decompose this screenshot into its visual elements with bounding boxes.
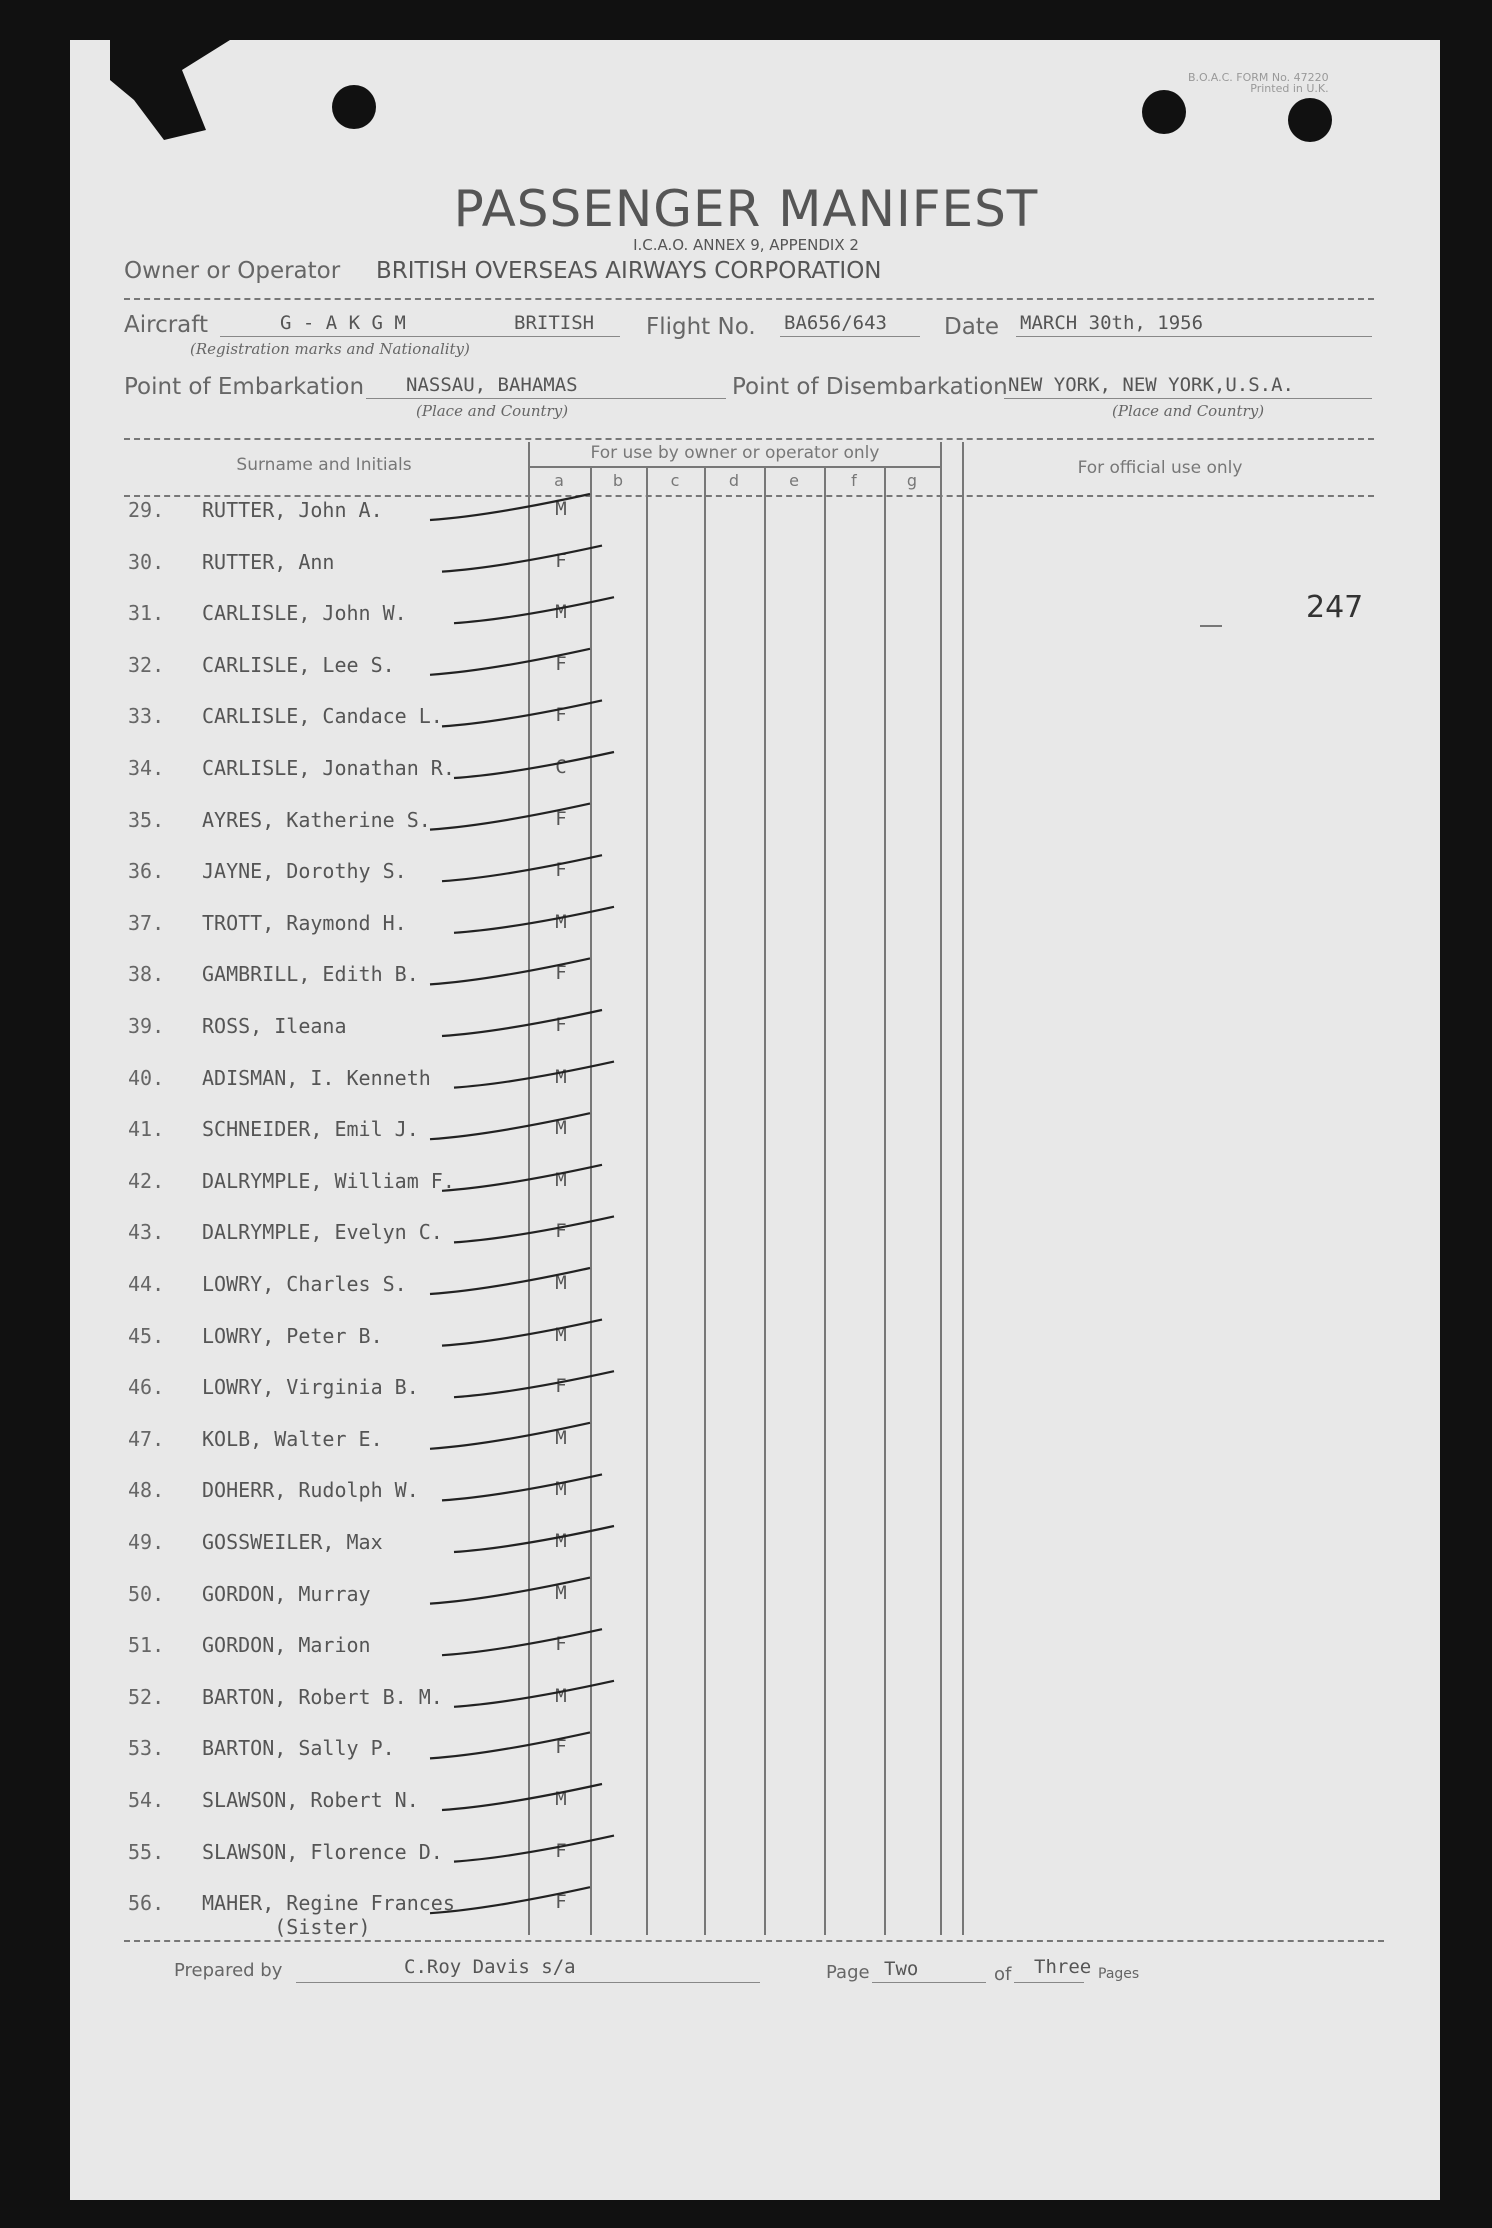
passenger-name: MAHER, Regine Frances (Sister) xyxy=(202,1891,455,1940)
embark-value: NASSAU, BAHAMAS xyxy=(406,374,578,396)
row-number: 36. xyxy=(128,859,165,884)
passenger-name: GORDON, Marion xyxy=(202,1633,371,1658)
total-pages-value: Three xyxy=(1034,1956,1092,1978)
checkmark-stroke xyxy=(454,1216,614,1242)
passenger-name: DALRYMPLE, Evelyn C. xyxy=(202,1220,443,1245)
checkmark-stroke xyxy=(442,1165,602,1191)
column-letter-b: b xyxy=(612,471,624,490)
row-number: 41. xyxy=(128,1117,165,1142)
row-number: 29. xyxy=(128,498,165,522)
passenger-sex: M xyxy=(555,910,567,933)
row-number: 51. xyxy=(128,1633,165,1658)
passenger-sex: F xyxy=(555,807,567,830)
passenger-sex: M xyxy=(555,1581,567,1604)
aircraft-label: Aircraft xyxy=(124,312,208,338)
passenger-sex: M xyxy=(555,1684,567,1707)
passenger-sex: F xyxy=(555,652,567,675)
column-letter-c: c xyxy=(670,471,680,490)
checkmark-stroke xyxy=(442,855,602,881)
passenger-name: SLAWSON, Robert N. xyxy=(202,1788,419,1812)
passenger-name: CARLISLE, Lee S. xyxy=(202,652,395,677)
owner-label: Owner or Operator xyxy=(124,258,341,284)
pages-label: Pages xyxy=(1098,1966,1140,1982)
row-number: 53. xyxy=(128,1736,165,1761)
checkmark-stroke xyxy=(430,649,590,675)
official-number: 247 xyxy=(1306,590,1364,625)
passenger-sex: M xyxy=(555,1788,567,1810)
date-value: MARCH 30th, 1956 xyxy=(1020,312,1204,334)
checkmark-stroke xyxy=(454,1526,614,1552)
passenger-sex: F xyxy=(555,1220,567,1243)
passenger-name: GAMBRILL, Edith B. xyxy=(202,962,419,987)
checkmark-stroke xyxy=(454,907,614,933)
row-number: 33. xyxy=(128,704,165,729)
passenger-sex: F xyxy=(555,1014,567,1036)
passenger-name: GORDON, Murray xyxy=(202,1581,371,1606)
row-number: 56. xyxy=(128,1891,165,1916)
passenger-name: SCHNEIDER, Emil J. xyxy=(202,1117,419,1142)
row-number: 35. xyxy=(128,807,165,832)
disembark-label: Point of Disembarkation xyxy=(732,374,1008,400)
passenger-name: GOSSWEILER, Max xyxy=(202,1530,383,1554)
passenger-sex: M xyxy=(555,1168,567,1191)
checkmark-stroke xyxy=(430,804,590,830)
checkmark-stroke xyxy=(454,752,614,778)
row-number: 54. xyxy=(128,1788,165,1812)
passenger-sex: C xyxy=(555,756,567,778)
checkmark-stroke xyxy=(430,1732,590,1758)
prepared-label: Prepared by xyxy=(174,1960,283,1981)
checkmark-stroke xyxy=(430,1887,590,1913)
passenger-sex: F xyxy=(555,859,567,882)
passenger-name: LOWRY, Peter B. xyxy=(202,1323,383,1348)
passenger-name: SLAWSON, Florence D. xyxy=(202,1839,443,1864)
checkmark-stroke xyxy=(430,958,590,984)
passenger-name: BARTON, Sally P. xyxy=(202,1736,395,1761)
passenger-name: KOLB, Walter E. xyxy=(202,1426,383,1451)
passenger-sex: F xyxy=(555,1375,567,1398)
surname-header: Surname and Initials xyxy=(236,455,412,475)
disembark-caption: (Place and Country) xyxy=(1112,402,1265,420)
prepared-value: C.Roy Davis s/a xyxy=(404,1956,576,1978)
aircraft-nationality: BRITISH xyxy=(514,312,595,334)
row-number: 50. xyxy=(128,1581,165,1606)
owner-value: BRITISH OVERSEAS AIRWAYS CORPORATION xyxy=(376,258,882,284)
passenger-name: RUTTER, John A. xyxy=(202,498,383,522)
flight-label: Flight No. xyxy=(646,314,756,340)
of-label: of xyxy=(994,1964,1012,1985)
row-number: 40. xyxy=(128,1065,165,1090)
checkmark-stroke xyxy=(430,1578,590,1604)
date-label: Date xyxy=(944,314,999,340)
passenger-name: DOHERR, Rudolph W. xyxy=(202,1478,419,1503)
checkmark-stroke xyxy=(430,494,590,520)
checkmark-stroke xyxy=(442,1010,602,1036)
checkmark-stroke xyxy=(430,1113,590,1139)
passenger-sex: M xyxy=(555,1426,567,1449)
row-number: 45. xyxy=(128,1323,165,1348)
checkmark-stroke xyxy=(454,1681,614,1707)
embark-caption: (Place and Country) xyxy=(416,402,569,420)
row-number: 55. xyxy=(128,1839,165,1864)
row-number: 38. xyxy=(128,962,165,987)
checkmark-stroke xyxy=(454,597,614,623)
column-letter-a: a xyxy=(554,471,564,490)
embark-label: Point of Embarkation xyxy=(124,374,365,400)
column-letter-f: f xyxy=(851,471,857,490)
row-number: 30. xyxy=(128,549,165,574)
passenger-sex: M xyxy=(555,1272,567,1294)
flight-number: BA656/643 xyxy=(784,312,887,334)
page-value: Two xyxy=(884,1958,919,1980)
checkmark-stroke xyxy=(442,1629,602,1655)
checkmark-stroke xyxy=(454,1062,614,1088)
row-number: 49. xyxy=(128,1530,165,1554)
passenger-sex: M xyxy=(555,498,567,520)
passenger-sex: F xyxy=(555,549,567,572)
checkmark-stroke xyxy=(442,1474,602,1500)
passenger-name: RUTTER, Ann xyxy=(202,549,335,574)
column-letter-e: e xyxy=(789,471,799,490)
official-header: For official use only xyxy=(1077,458,1243,478)
row-number: 34. xyxy=(128,756,165,780)
row-number: 47. xyxy=(128,1426,165,1451)
operator-header: For use by owner or operator only xyxy=(590,443,880,463)
row-number: 43. xyxy=(128,1220,165,1245)
passenger-name: JAYNE, Dorothy S. xyxy=(202,859,407,884)
passenger-sex: M xyxy=(555,1117,567,1140)
row-number: 39. xyxy=(128,1014,165,1038)
passenger-name: TROTT, Raymond H. xyxy=(202,910,407,935)
row-number: 32. xyxy=(128,652,165,677)
checkmark-stroke xyxy=(442,546,602,572)
form-number: B.O.A.C. FORM No. 47220 Printed in U.K. xyxy=(1188,71,1329,95)
row-number: 37. xyxy=(128,910,165,935)
passenger-name: DALRYMPLE, William F. xyxy=(202,1168,455,1193)
page-subtitle: I.C.A.O. ANNEX 9, APPENDIX 2 xyxy=(633,236,859,254)
checkmark-stroke xyxy=(442,700,602,726)
passenger-sex: F xyxy=(555,1891,567,1914)
passenger-sex: F xyxy=(555,1736,567,1759)
row-number: 48. xyxy=(128,1478,165,1503)
column-letter-d: d xyxy=(728,471,740,490)
passenger-name: AYRES, Katherine S. xyxy=(202,807,431,832)
page-title: PASSENGER MANIFEST xyxy=(453,180,1039,238)
row-number: 52. xyxy=(128,1684,165,1709)
passenger-sex: M xyxy=(555,1323,567,1346)
row-number: 31. xyxy=(128,601,165,626)
passenger-name: CARLISLE, John W. xyxy=(202,601,407,626)
passenger-sex: F xyxy=(555,962,567,985)
checkmark-stroke xyxy=(442,1320,602,1346)
passenger-sex: F xyxy=(555,704,567,727)
passenger-name: ADISMAN, I. Kenneth xyxy=(202,1065,431,1090)
disembark-value: NEW YORK, NEW YORK,U.S.A. xyxy=(1008,374,1294,396)
aircraft-caption: (Registration marks and Nationality) xyxy=(190,340,470,358)
row-number: 42. xyxy=(128,1168,165,1193)
column-letter-g: g xyxy=(906,471,918,490)
passenger-sex: M xyxy=(555,1065,567,1088)
passenger-sex: M xyxy=(555,1530,567,1552)
checkmark-stroke xyxy=(442,1784,602,1810)
row-number: 46. xyxy=(128,1375,165,1400)
checkmark-stroke xyxy=(454,1371,614,1397)
passenger-name: LOWRY, Charles S. xyxy=(202,1272,407,1296)
passenger-name: LOWRY, Virginia B. xyxy=(202,1375,419,1400)
checkmark-stroke xyxy=(430,1423,590,1449)
aircraft-registration: G - A K G M xyxy=(280,312,406,334)
row-number: 44. xyxy=(128,1272,165,1296)
passenger-name: CARLISLE, Jonathan R. xyxy=(202,756,455,780)
page-label: Page xyxy=(826,1962,870,1983)
passenger-name: CARLISLE, Candace L. xyxy=(202,704,443,729)
footer-divider xyxy=(124,1940,1384,1942)
checkmark-stroke xyxy=(430,1268,590,1294)
passenger-sex: M xyxy=(555,1478,567,1501)
passenger-name: BARTON, Robert B. M. xyxy=(202,1684,443,1709)
passenger-name: ROSS, Ileana xyxy=(202,1014,347,1038)
checkmark-stroke xyxy=(454,1836,614,1862)
passenger-sex: F xyxy=(555,1839,567,1862)
passenger-sex: M xyxy=(555,601,567,624)
passenger-sex: F xyxy=(555,1633,567,1656)
